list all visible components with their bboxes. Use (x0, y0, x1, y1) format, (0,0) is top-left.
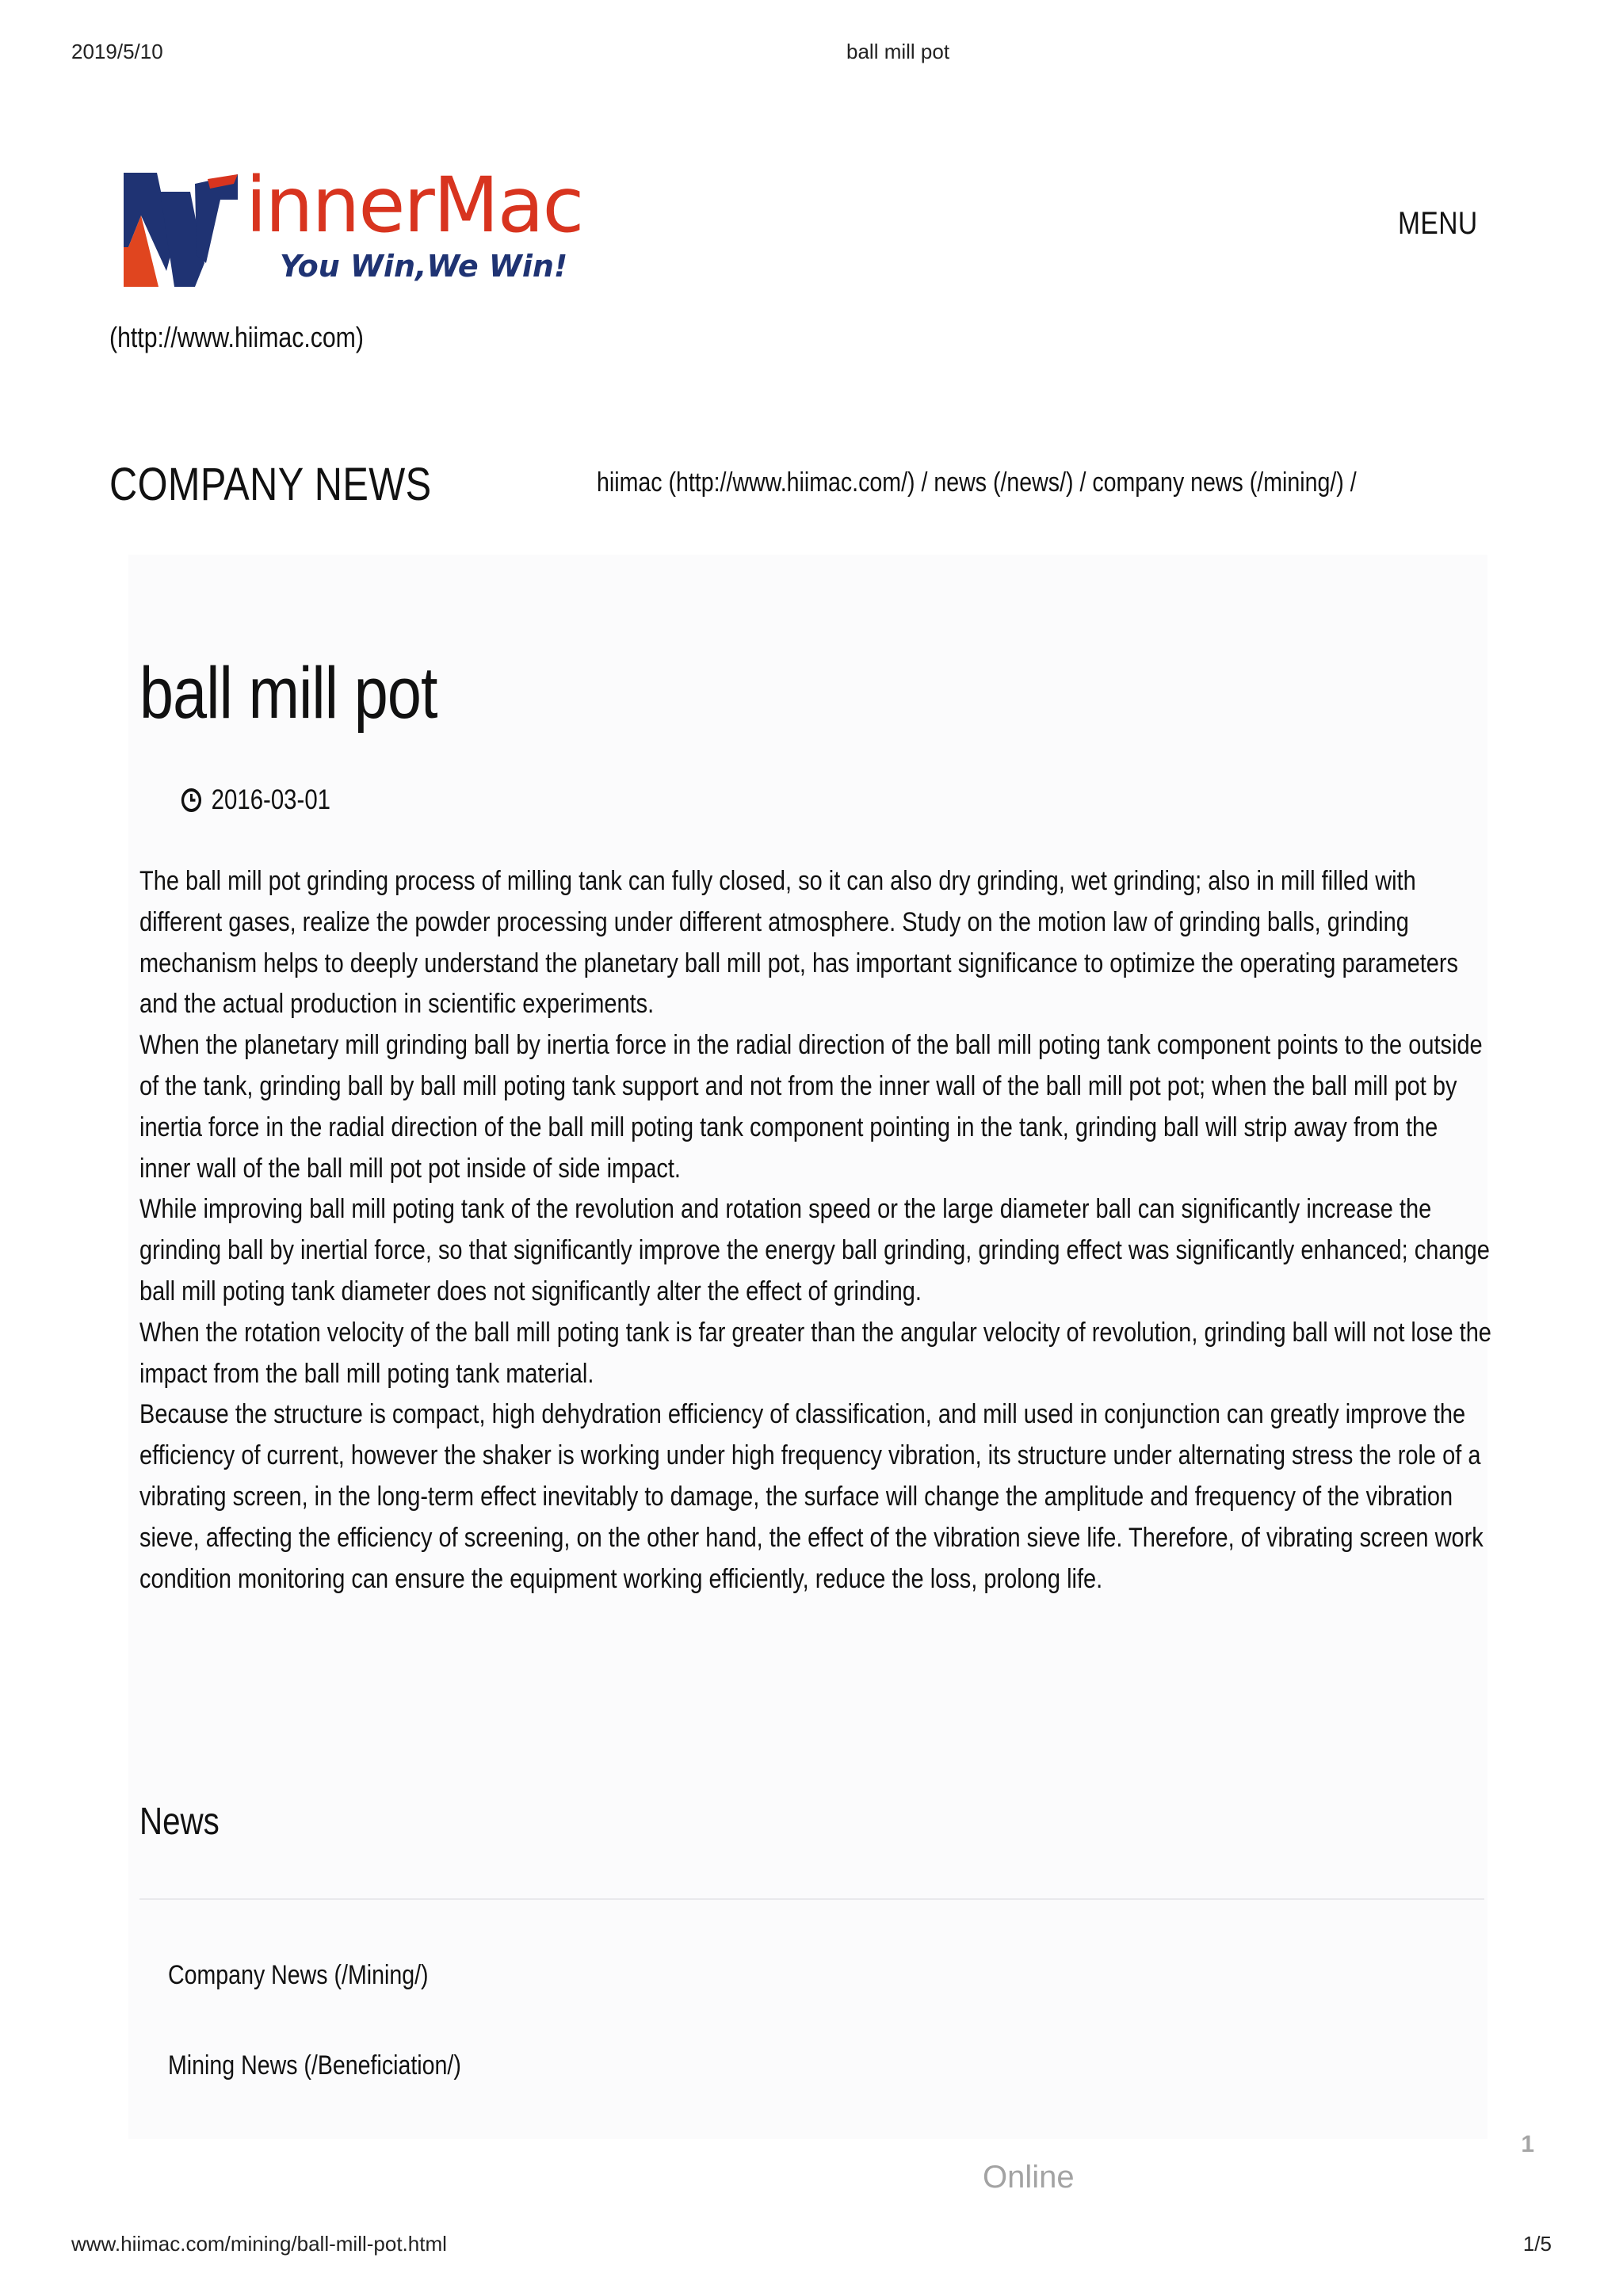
chat-badge-count: 1 (1521, 2131, 1534, 2157)
news-divider (139, 1898, 1484, 1900)
breadcrumb-separator: / (921, 467, 928, 498)
article-paragraph: While improving ball mill poting tank of the revolution and rotation speed or the large diameter ball can significantly increase the grinding ball by inertial force, so that significantly improve the energy ball grinding, grinding effect was significantly enhanced; change ball mill poting tank diameter does not significantly alter the effect of grinding. (139, 1194, 1490, 1306)
site-logo[interactable] (119, 161, 602, 303)
article-paragraph: When the rotation velocity of the ball mill poting tank is far greater than the angular velocity of revolution, grinding ball will not lose the impact from the ball mill poting tank material. (139, 1317, 1491, 1389)
article-title: ball mill pot (139, 653, 437, 734)
online-chat-button[interactable]: Online (983, 2160, 1075, 2195)
article-paragraph: Because the structure is compact, high dehydration efficiency of classification, and mill used in conjunction can greatly improve the efficiency of current, however the shaker is working under high frequency vibration, its structure under alternating stress the role of a vibrating screen, in the long-term effect inevitably to damage, the surface will change the amplitude and frequency of the vibration sieve, affecting the efficiency of screening, on the other hand, the effect of the vibration sieve life. Therefore, of vibrating screen work condition monitoring can ensure the equipment working efficiently, reduce the loss, prolong life. (139, 1399, 1484, 1594)
article-date-text: 2016-03-01 (211, 784, 331, 815)
article-date (181, 784, 330, 816)
print-title: ball mill pot (846, 40, 950, 63)
article-paragraph: When the planetary mill grinding ball by inertia force in the radial direction of the ball mill poting tank component points to the outside of the tank, grinding ball by ball mill poting tank support and not from the inner wall of the ball mill pot pot; when the ball mill pot by inertia force in the radial direction of the ball mill poting tank component pointing in the tank, grinding ball will strip away from the inner wall of the ball mill pot pot inside of side impact. (139, 1030, 1483, 1184)
menu-button[interactable]: MENU (1398, 206, 1478, 241)
article-paragraph: The ball mill pot grinding process of milling tank can fully closed, so it can also dry grinding, wet grinding; also in mill filled with different gases, realize the powder processing under different atmosphere. Study on the motion law of grinding balls, grinding mechanism helps to deeply understand the planetary ball mill pot, has important significance to optimize the operating parameters and the actual production in scientific experiments. (139, 866, 1459, 1020)
clock-icon (181, 788, 202, 813)
breadcrumb-company-news[interactable]: company news (/mining/) (1092, 467, 1344, 498)
logo-brand: innerMac (246, 161, 583, 250)
breadcrumb-home[interactable]: hiimac (http://www.hiimac.com/) (597, 467, 915, 498)
breadcrumb-news[interactable]: news (/news/) (934, 467, 1074, 498)
breadcrumb (597, 467, 1357, 498)
breadcrumb-separator: / (1079, 467, 1086, 498)
article-body (139, 861, 1495, 1600)
logo-url[interactable]: (http://www.hiimac.com) (109, 321, 364, 353)
news-link-mining[interactable]: Mining News (/Beneficiation/) (168, 2050, 461, 2081)
news-link-company[interactable]: Company News (/Mining/) (168, 1960, 429, 1990)
section-title: COMPANY NEWS (109, 459, 432, 510)
breadcrumb-separator: / (1350, 467, 1357, 498)
print-date: 2019/5/10 (71, 40, 163, 63)
news-heading: News (139, 1801, 220, 1843)
logo-slogan: You Win,We Win! (280, 249, 568, 284)
print-url: www.hiimac.com/mining/ball-mill-pot.html (71, 2232, 447, 2256)
print-page-number: 1/5 (1522, 2232, 1552, 2256)
